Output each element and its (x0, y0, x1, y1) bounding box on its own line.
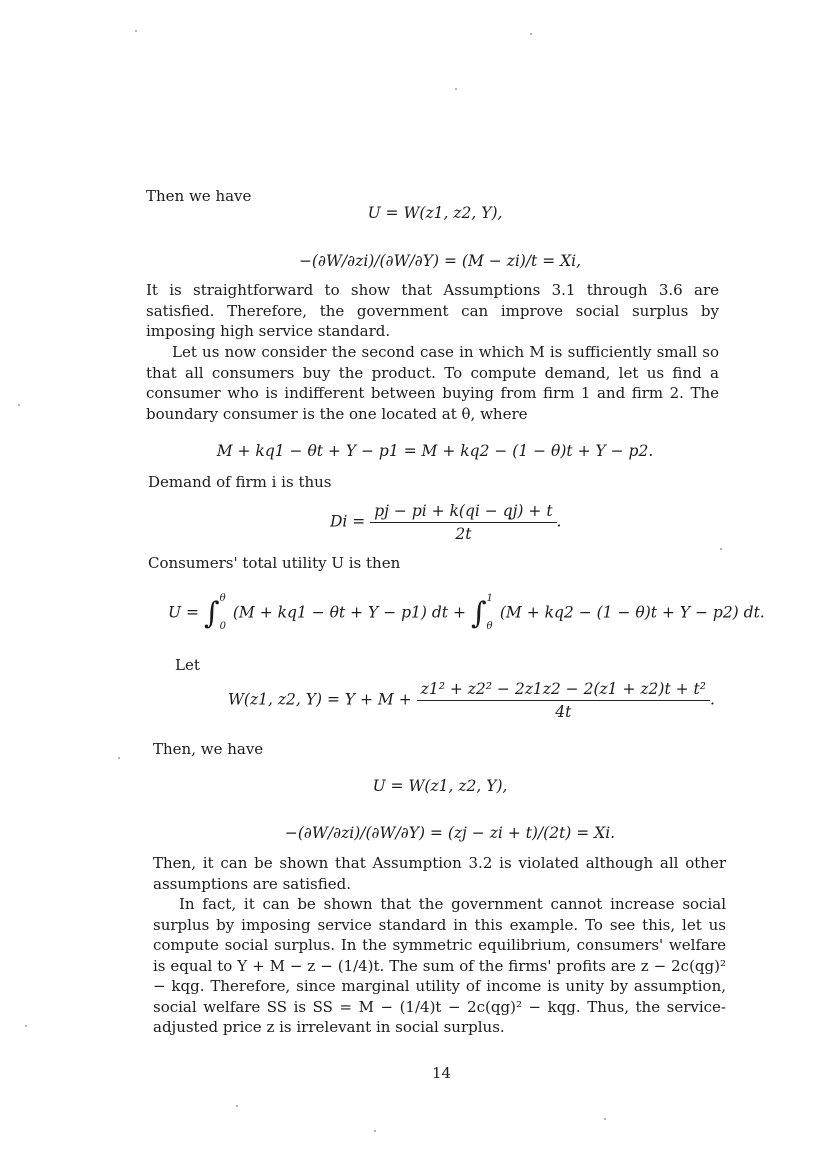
page-number: 14 (432, 1064, 452, 1082)
utility-term-1: (M + kq1 − θt + Y − p1) dt + (232, 603, 466, 622)
demand-fraction (370, 502, 556, 543)
equation-total-utility (168, 592, 765, 632)
scan-speck (455, 88, 457, 90)
scan-speck (530, 33, 532, 35)
scan-speck (374, 1130, 376, 1132)
equation-welfare-function (228, 680, 715, 721)
equation-utility-welfare-2: U = W(z1, z2, Y), (372, 777, 508, 795)
demand-lhs: Di = (330, 512, 366, 531)
paragraph-second-case: Let us now consider the second case in which M is sufficiently small so that all consumers buy the product. To compute demand, let us find a consumer who is indifferent between buying from firm 1 and firm 2. The boundary consumer is the one located at θ, where (146, 343, 719, 423)
demand-intro-text: Demand of firm i is thus (148, 473, 332, 491)
scan-speck (118, 757, 120, 759)
equation-indifference: M + kq1 − θt + Y − p1 = M + kq2 − (1 − θ)t + Y − p2. (216, 442, 654, 460)
scan-speck (236, 1105, 238, 1107)
integral-sign-1: ∫ (203, 596, 220, 631)
demand-period: . (556, 512, 562, 531)
integral-sign-2: ∫ (470, 596, 487, 631)
then-we-have-text-2: Then, we have (153, 740, 264, 758)
welfare-numerator: z1² + z2² − 2z1z2 − 2(z1 + z2)t + t² (417, 680, 710, 701)
equation-marginal-rate-2: −(∂W/∂zi)/(∂W/∂Y) = (zj − zi + t)/(2t) = Xi. (284, 824, 616, 842)
scan-speck (18, 404, 20, 406)
utility-lhs: U = (168, 603, 199, 622)
welfare-period: . (709, 690, 715, 709)
welfare-lhs: W(z1, z2, Y) = Y + M + (228, 690, 412, 709)
utility-intro-text: Consumers' total utility U is then (148, 554, 401, 572)
let-text: Let (175, 656, 200, 674)
integral-1-upper: θ (219, 592, 226, 604)
then-we-have-text: Then we have (146, 187, 252, 205)
utility-term-2: (M + kq2 − (1 − θ)t + Y − p2) dt. (499, 603, 765, 622)
scan-speck (25, 1025, 27, 1027)
paragraph-assumptions-satisfied: It is straightforward to show that Assumptions 3.1 through 3.6 are satisfied. Therefore, the government can improve social surplus by imposing high service standard. (146, 281, 719, 340)
equation-utility-welfare: U = W(z1, z2, Y), (367, 204, 503, 222)
scan-speck (135, 30, 137, 32)
equation-demand (330, 502, 561, 543)
paragraph-social-surplus: In fact, it can be shown that the government cannot increase social surplus by imposing service standard in this example. To see this, let us compute social surplus. In the symmetric equilibrium, consumers' welfare is equal to Y + M − z − (1/4)t. The sum of the firms' profits are z − 2c(qg)² − kqg. Therefore, since marginal utility of income is unity by assumption, social welfare SS is SS = M − (1/4)t − 2c(qg)² − kqg. Thus, the service-adjusted price z is irrelevant in social surplus. (153, 895, 726, 1036)
integral-2-lower: θ (486, 620, 493, 632)
demand-denominator: 2t (455, 525, 472, 543)
scan-speck (720, 548, 722, 550)
integral-1-lower: 0 (219, 620, 226, 632)
welfare-fraction (417, 680, 710, 721)
welfare-denominator: 4t (555, 703, 572, 721)
paragraph-assumption-violated: Then, it can be shown that Assumption 3.2 is violated although all other assumptions are satisfied. (153, 854, 726, 893)
equation-marginal-rate: −(∂W/∂zi)/(∂W/∂Y) = (M − zi)/t = Xi, (298, 252, 582, 270)
scan-speck (604, 1118, 606, 1120)
integral-2-upper: 1 (486, 592, 493, 604)
demand-numerator: pj − pi + k(qi − qj) + t (370, 502, 556, 523)
